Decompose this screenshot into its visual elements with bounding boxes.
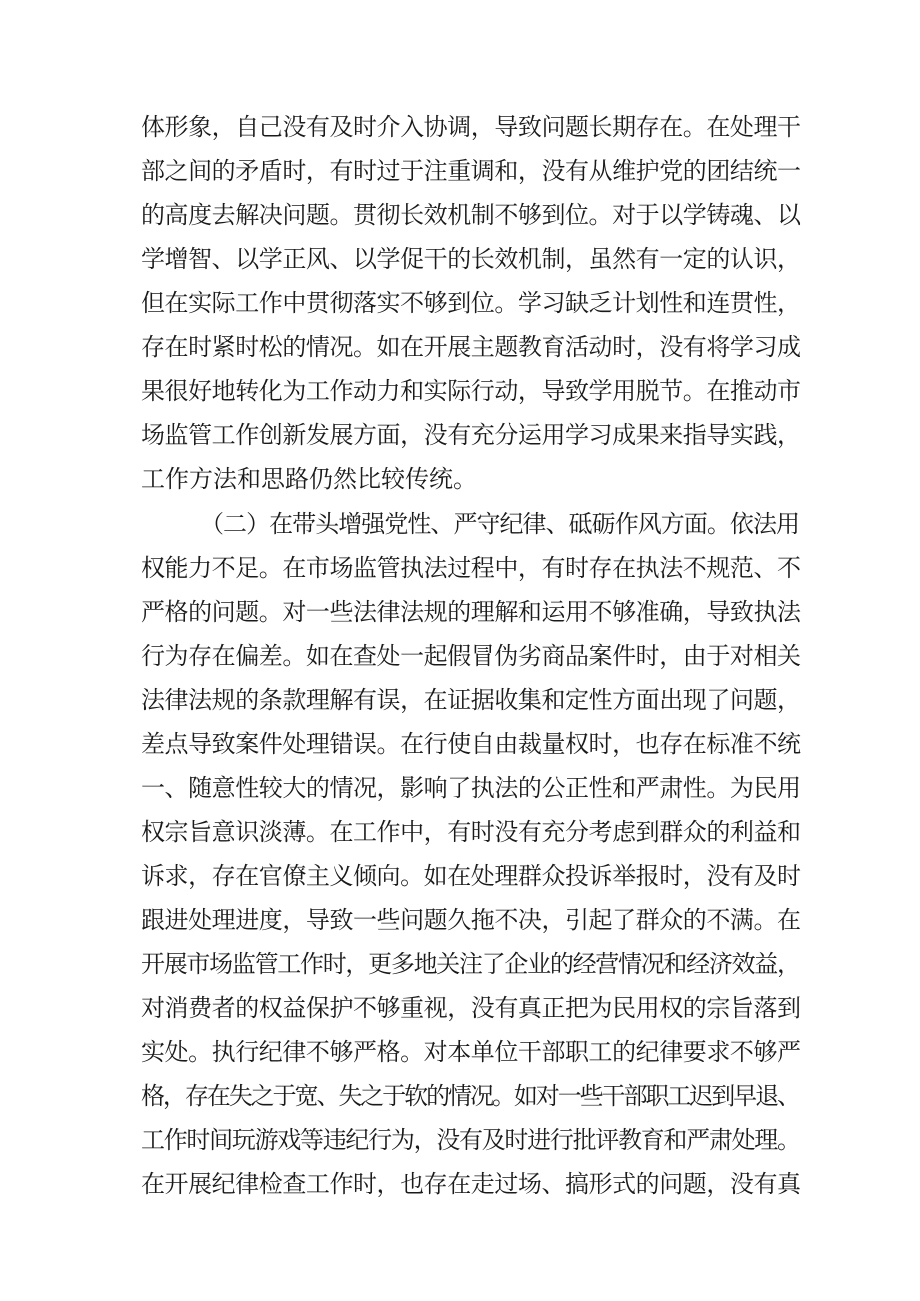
text-line: 果很好地转化为工作动力和实际行动，导致学用脱节。在推动市 [141, 377, 801, 405]
text-line: 对消费者的权益保护不够重视，没有真正把为民用权的宗旨落到 [141, 994, 801, 1022]
text-line: 工作时间玩游戏等违纪行为，没有及时进行批评教育和严肃处理。 [141, 1126, 800, 1154]
text-line: 权能力不足。在市场监管执法过程中，有时存在执法不规范、不 [141, 554, 801, 582]
text-line: 但在实际工作中贯彻落实不够到位。学习缺乏计划性和连贯性， [141, 289, 801, 317]
text-line: 严格的问题。对一些法律法规的理解和运用不够准确，导致执法 [141, 598, 801, 626]
text-line: 的高度去解决问题。贯彻长效机制不够到位。对于以学铸魂、以 [141, 201, 801, 229]
text-line: 场监管工作创新发展方面，没有充分运用学习成果来指导实践， [141, 421, 801, 449]
text-line: 学增智、以学正风、以学促干的长效机制，虽然有一定的认识， [141, 245, 801, 273]
text-line: 差点导致案件处理错误。在行使自由裁量权时，也存在标准不统 [141, 730, 801, 758]
text-line: 一、随意性较大的情况，影响了执法的公正性和严肃性。为民用 [141, 774, 801, 802]
text-line: 在开展纪律检查工作时，也存在走过场、搞形式的问题，没有真 [141, 1170, 801, 1198]
text-line: 格，存在失之于宽、失之于软的情况。如对一些干部职工迟到早退、 [141, 1082, 799, 1110]
text-line: 诉求，存在官僚主义倾向。如在处理群众投诉举报时，没有及时 [141, 862, 801, 890]
text-line: 工作方法和思路仍然比较传统。 [141, 465, 477, 493]
text-line: 体形象，自己没有及时介入协调，导致问题长期存在。在处理干 [141, 113, 801, 141]
text-line: 开展市场监管工作时，更多地关注了企业的经营情况和经济效益， [141, 950, 800, 978]
section-heading-line: （二）在带头增强党性、严守纪律、砥砺作风方面。依法用 [200, 510, 800, 538]
text-line: 存在时紧时松的情况。如在开展主题教育活动时，没有将学习成 [141, 333, 801, 361]
text-line: 权宗旨意识淡薄。在工作中，有时没有充分考虑到群众的利益和 [141, 818, 801, 846]
text-line: 法律法规的条款理解有误，在证据收集和定性方面出现了问题， [141, 686, 801, 714]
text-line: 行为存在偏差。如在查处一起假冒伪劣商品案件时，由于对相关 [141, 642, 801, 670]
text-line: 跟进处理进度，导致一些问题久拖不决，引起了群众的不满。在 [141, 906, 801, 934]
text-line: 部之间的矛盾时，有时过于注重调和，没有从维护党的团结统一 [141, 157, 801, 185]
text-line: 实处。执行纪律不够严格。对本单位干部职工的纪律要求不够严 [141, 1038, 801, 1066]
